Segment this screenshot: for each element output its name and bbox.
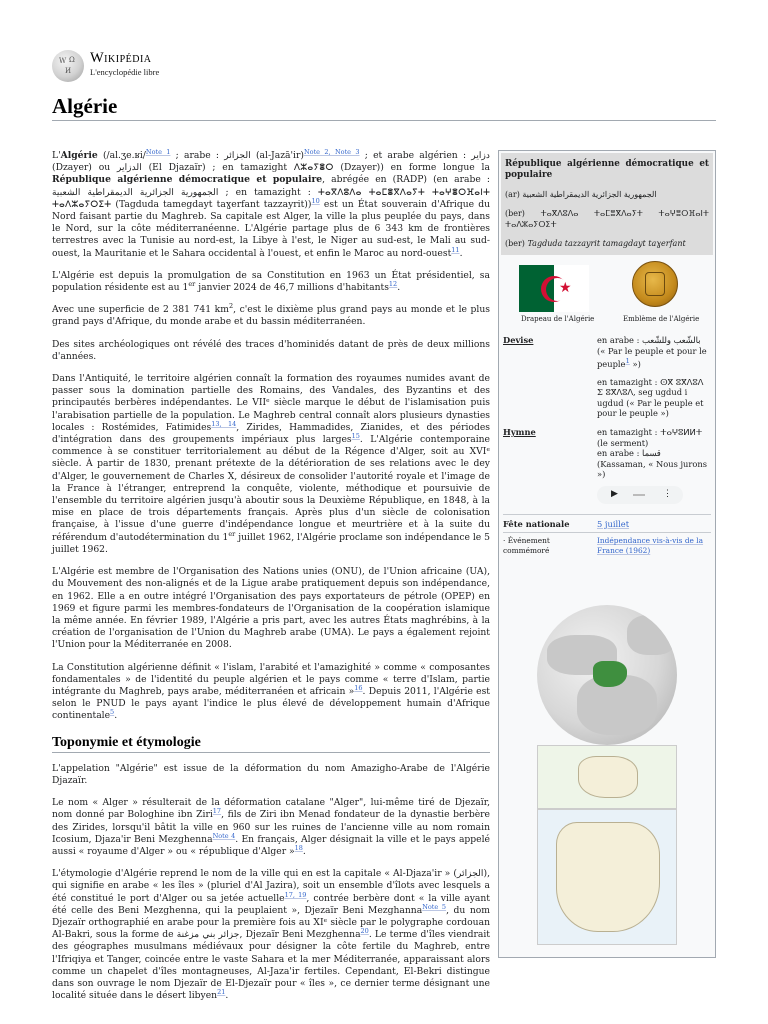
fete-value[interactable]: 5 juillet bbox=[597, 518, 630, 529]
ref-link[interactable]: 13, 14 bbox=[211, 419, 237, 428]
wikipedia-globe-icon[interactable]: W Ω И bbox=[52, 50, 84, 82]
wordmark[interactable]: Wikipédia bbox=[90, 50, 152, 66]
devise-row: Devise en arabe : بالشّعب وللشّعب (« Par le peuple et pour le peuple$^1$ ») en tamazight : ⵙⴳ ⵓⴳⴷⵓⴷ Σ ⵓⴳⴷⵓⴷ, seg ugdud i ugdud (« Par le peuple et pour le peuple ») bbox=[503, 335, 707, 419]
flag-caption[interactable]: Drapeau de l'Algérie bbox=[521, 315, 595, 323]
note-link[interactable]: Note 1 bbox=[145, 147, 171, 156]
ref-link[interactable]: 17 bbox=[212, 807, 222, 816]
official-name-arabic: (ar) الجمهورية الجزائرية الديمقراطية الشعبية bbox=[505, 190, 657, 199]
event-value[interactable]: Indépendance vis-à-vis de la France (1962) bbox=[597, 536, 704, 555]
section-heading-toponymie: Toponymie et étymologie bbox=[52, 737, 490, 753]
event-label: · Événement commémoré bbox=[503, 536, 550, 555]
note-link[interactable]: 1 bbox=[625, 357, 630, 366]
flag-image[interactable] bbox=[519, 265, 589, 312]
note-link[interactable]: Note 4 bbox=[212, 831, 236, 840]
more-options-icon[interactable]: ⋮ bbox=[663, 488, 672, 499]
site-header[interactable] bbox=[52, 48, 252, 86]
official-name-berber: (ber) ⵜⴰⴳⴷⵓⴷⴰ ⵜⴰⵎⴻⴳⴷⴰⵢⵜ ⵜⴰⵖⴻⵔⴼⴰⵏⵜ ⵜⴰⴷⵣⴰⵢⵔⵉⵜ bbox=[505, 209, 709, 229]
ref-link[interactable]: 12 bbox=[388, 279, 398, 288]
ref-link[interactable]: 16 bbox=[354, 683, 363, 692]
paragraph-appellation: L'appelation "Algérie" est issue de la déformation du nom Amazigho-Arabe de l'Algérie Djazaïr. bbox=[52, 762, 490, 786]
ref-link[interactable]: 21 bbox=[217, 988, 226, 997]
intro-paragraph: L'Algérie (/al.ʒe.ʁi/$^{Note 1}$ ; arabe : الجزائر (al-Jazā'ir)$^{Note 2, Note 3}$ ; et arabe algérien : دزاير (Dzayer) ou الدزاير (El Djazaïr) ; en tamazight ⴷⵣⴰⵢⴻⵔ (Dzayer)) en forme longue la République algérienne démocratique et populaire, abrégée en (RADP) (en arabe : الجمهورية الجزائرية الديمقراطية الشعبية ; en tamazight : ⵜⴰⴳⴷⵓⴷⴰ ⵜⴰⵎⴻⴳⴷⴰⵢⵜ ⵜⴰⵖⴻⵔⴼⴰⵏⵜ ⵜⴰⴷⵣⴰⵢⵔⵉⵜ (Tagduda tamegdayt taɣerfant tazzayrit))$^{10}$ est un État souverain d'Afrique du Nord faisant partie du Maghreb. Sa capitale est Alger, la ville la plus peuplée du pays, dans le Nord, sur la côte méditerranéenne. L'Algérie partage plus de 6 343 km de frontières terrestres avec la Tunisie au nord-est, la Libye à l'est, le Niger au sud-est, le Mali au sud-ouest, la Mauritanie et le Sahara occidental à l'ouest, et enfin le Maroc au nord-ouest$^{11}$. bbox=[52, 147, 491, 259]
location-globe-map[interactable] bbox=[537, 605, 677, 745]
paragraph-archaeology: Des sites archéologiques ont révélé des traces d'hominidés datant de près de deux millions d'années. bbox=[52, 338, 490, 362]
fete-row bbox=[499, 519, 715, 530]
hymne-row: Hymne en tamazight : ⵜⴰⵖⵓⵍⵍⵜ (le serment) en arabe : قسما (Kassaman, « Nous jurons ») ▶ ⋮ bbox=[499, 427, 715, 504]
emblem-image[interactable] bbox=[632, 261, 678, 307]
emblem-caption[interactable]: Emblème de l'Algérie bbox=[623, 315, 700, 323]
ref-link[interactable]: 15 bbox=[351, 432, 360, 440]
ref-link[interactable]: 20 bbox=[360, 927, 369, 936]
note-link[interactable]: Note 2, Note 3 bbox=[303, 147, 360, 156]
star-icon: ★ bbox=[559, 280, 572, 296]
fete-label: Fête nationale bbox=[503, 518, 570, 529]
page-title: Algérie bbox=[52, 94, 118, 118]
ref-link[interactable]: 17, 19 bbox=[284, 890, 307, 899]
detailed-map[interactable] bbox=[537, 809, 677, 945]
paragraph-history: Dans l'Antiquité, le territoire algérien connaît la formation des royaumes numides avant de passer sous la domination partielle des Romains, des Vandales, des Byzantins et des principautés berbères indépendantes. Le VIIᵉ siècle marque le début de l'islamisation puis l'arabisation partielle de la population. Le Maghreb central connaît alors plusieurs dynasties locales : Rostémides, Fatimides$^{13, 14}$, Zirides, Hammadides, Zianides, et des périodes d'intégration dans des groupements impériaux plus larges$^{15}$. L'Algérie contemporaine commence à se constituer territorialement au début de la Régence d'Alger, soit au XVIᵉ siècle. À partir de 1830, prenant prétexte de la détérioration de ses relations avec le dey d'Alger, le gouvernement de Charles X, désireux de consolider l'autorité royale et l'image de la France à l'étranger, entreprend la conquête, violente, méthodique et poursuivie de l'ensemble du territoire algérien jusqu'à aboutir sous la Deuxième République, en 1848, à la mise en place de trois départements français. Après plus d'un siècle de colonisation française, à l'issue d'une guerre d'indépendance longue et meurtrière et à la suite du référendum d'autodétermination du 1er juillet 1962, l'Algérie proclame son indépendance le 5 juillet 1962. bbox=[52, 373, 490, 555]
infobox-title: République algérienne démocratique et populaire (ar) الجمهورية الجزائرية الديمقراطية الشعبية (ber) ⵜⴰⴳⴷⵓⴷⴰ ⵜⴰⵎⴻⴳⴷⴰⵢⵜ ⵜⴰⵖⴻⵔⴼⴰⵏⵜ ⵜⴰⴷⵣⴰⵢⵔⵉⵜ (ber) Tagduda tazzayrit tamagdayt taɣerfant bbox=[501, 153, 713, 255]
algeria-highlight bbox=[593, 661, 627, 687]
anthem-audio-player[interactable] bbox=[597, 486, 683, 504]
play-icon[interactable]: ▶ bbox=[611, 488, 618, 499]
infobox bbox=[498, 150, 716, 958]
tagline: L'encyclopédie libre bbox=[90, 67, 160, 77]
long-name: République algérienne démocratique et populaire bbox=[52, 174, 323, 186]
event-row bbox=[499, 536, 715, 555]
official-name-berber-latin: (ber) Tagduda tazzayrit tamagdayt taɣerfant bbox=[505, 239, 686, 248]
flag-emblem-block bbox=[499, 257, 715, 327]
title-divider bbox=[52, 120, 716, 121]
note-link[interactable]: Note 5 bbox=[422, 902, 447, 911]
devise-label[interactable]: Devise bbox=[503, 335, 534, 345]
regional-map[interactable] bbox=[537, 745, 677, 809]
paragraph-area: Avec une superficie de 2 381 741 $km^2$, c'est le dixième plus grand pays au monde et le plus grand pays d'Afrique, du monde arabe et du bassin méditerranéen. bbox=[52, 302, 490, 328]
ref-link[interactable]: 11 bbox=[451, 245, 460, 254]
paragraph-etymology: L'étymologie d'Algérie reprend le nom de la ville qui en est la capitale « Al-Djaza'ir » (الجزائر), qui signifie en arabe « les îles » (pluriel d'Al Jazira), soit un ensemble d'îlots avec lesquels a été constitué le port d'Alger ou sa jetée actuelle$^{17, 19}$, contrée berbère dont « la ville ayant été celle des Beni Mezghenna, qui la peuplaient », Djezaïr Beni Mezghanna$^{Note 5}$, du nom Djezaïr orthographié en arabe pour la première fois au XIᵉ siècle par le polygraphe cordouan Al-Bakri, sous la forme de جزائر بني مزغنة, Djezaïr Beni Mezghenna$^{20}$. Le terme d'îles viendrait des géographes musulmans médiévaux pour désigner la côte fertile du Maghreb, entre l'Ifriqiya et Tanger, coincée entre le vaste Sahara et la mer Méditerranée, apparaissant alors comme un chapelet d'îles montagneuses, Al-Jaza'ir fertiles. Cependant, El-Bekri distingue dans son ouvrage le nom Djezaïr de El-Djezaïr pour « îles », ce dernier terme désignant une localité située dans le désert libyen$^{21}$. bbox=[52, 868, 490, 1002]
ref-link[interactable]: 5 bbox=[110, 708, 115, 717]
hymne-label[interactable]: Hymne bbox=[503, 426, 536, 437]
ref-link[interactable]: 10 bbox=[311, 196, 320, 205]
audio-progress[interactable] bbox=[633, 494, 645, 496]
paragraph-organizations: L'Algérie est membre de l'Organisation des Nations unies (ONU), de l'Union africaine (UA), du Mouvement des non-alignés et de la Ligue arabe pratiquement depuis son indépendance, en 1962. Elle a en outre intégré l'Organisation des pays exportateurs de pétrole (OPEP) en 1969 et figure parmi les membres-fondateurs de l'Organisation de la coopération islamique la même année. En février 1989, l'Algérie a pris part, avec les autres États maghrébins, à la création de l'organisation de l'Union du Maghreb arabe (UMA). Le pays a également rejoint l'Union pour la Méditerranée en 2008. bbox=[52, 566, 490, 651]
ref-link[interactable]: 18 bbox=[294, 843, 303, 852]
paragraph-alger-name: Le nom « Alger » résulterait de la déformation catalane "Alger", lui-même tiré de Djezaïr, nom donné par Bologhine ibn Ziri$^{17}$, fils de Ziri ibn Menad fondateur de la dynastie berbère des Zirides, lorsqu'il bâtit la ville en 960 sur les ruines de l'ancienne ville au nom romain Icosium, Djaza'ir Beni Mezghenna$^{Note 4}$. En français, Alger désignait la ville et le pays appelé aussi « royaume d'Alger » ou « république d'Alger »$^{18}$. bbox=[52, 797, 490, 857]
paragraph-constitution: La Constitution algérienne définit « l'islam, l'arabité et l'amazighité » comme « composantes fondamentales » de l'identité du peuple algérien et le pays comme « terre d'Islam, partie intégrante du Maghreb, pays arabe, méditerranéen et africain »$^{16}$. Depuis 2011, l'Algérie est selon le PNUD le pays ayant l'indice le plus élevé de développement humain d'Afrique continentale$^5$. bbox=[52, 661, 490, 722]
paragraph-population: L'Algérie est depuis la promulgation de sa Constitution en 1963 un État présidentiel, sa population résidente est au 1er janvier 2024 de 46,7 millions d'habitants$^{12}$. bbox=[52, 269, 490, 294]
article-body bbox=[52, 147, 491, 1012]
article-subject: Algérie bbox=[60, 150, 98, 161]
